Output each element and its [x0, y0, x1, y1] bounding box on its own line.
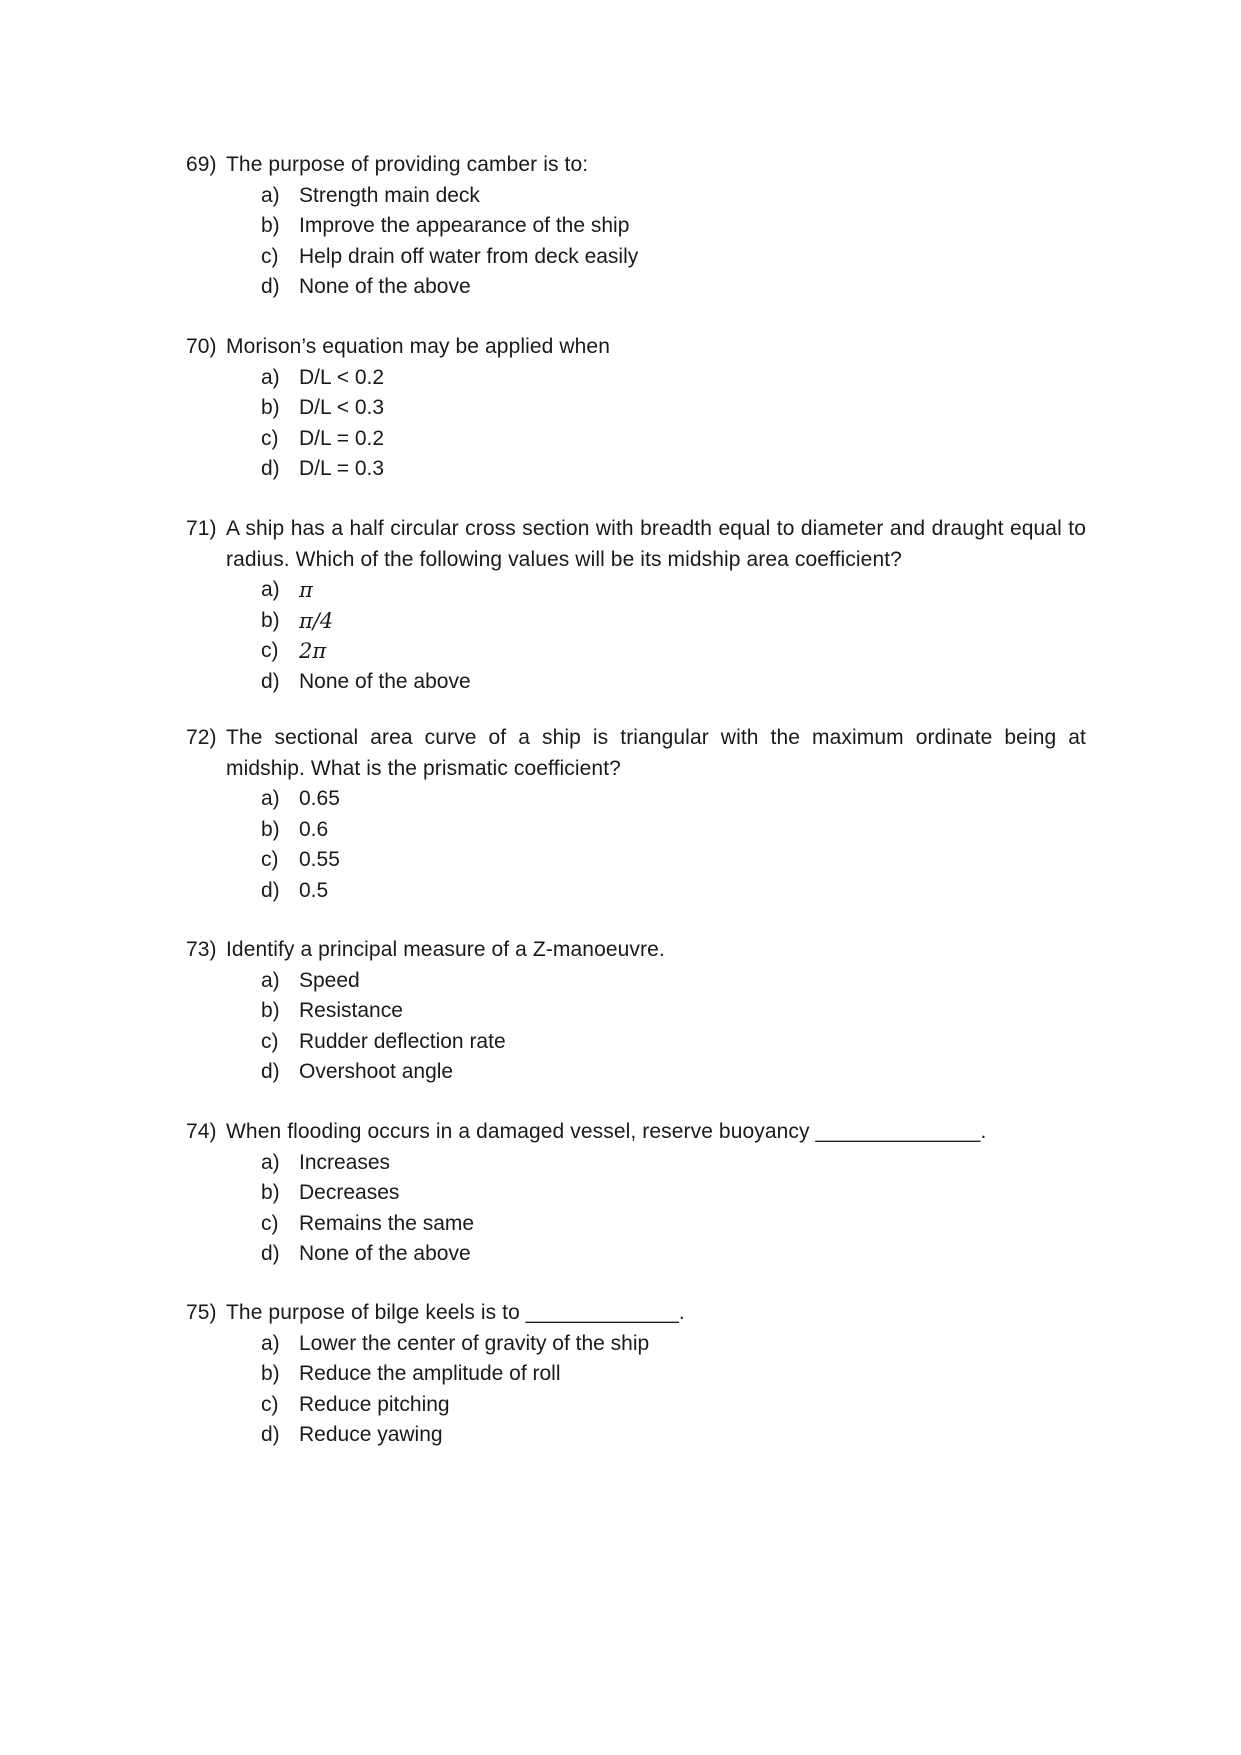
- option-letter: d): [261, 1060, 280, 1083]
- option-list: [186, 575, 1086, 697]
- question-text: The purpose of bilge keels is to _____________.: [226, 1301, 685, 1324]
- question-number: 75): [186, 1301, 217, 1324]
- option-text: Lower the center of gravity of the ship: [299, 1331, 650, 1355]
- option-a: [186, 181, 1086, 212]
- option-b: [186, 393, 1086, 424]
- option-text: 0.55: [299, 848, 340, 871]
- option-letter: a): [261, 578, 280, 601]
- option-text: Reduce yawing: [299, 1423, 443, 1446]
- option-letter: b): [261, 1362, 280, 1385]
- option-c: [186, 636, 1086, 667]
- option-letter: c): [261, 639, 279, 662]
- option-text: π/4: [299, 608, 334, 633]
- option-text: None of the above: [299, 669, 471, 693]
- option-letter: c): [261, 244, 279, 268]
- option-letter: a): [261, 1150, 280, 1174]
- question-stem: [186, 514, 1086, 575]
- option-b: [186, 1359, 1086, 1390]
- option-text: Rudder deflection rate: [299, 1029, 506, 1053]
- option-text: Decreases: [299, 1181, 400, 1204]
- option-d: [186, 1239, 1086, 1270]
- question-stem: [186, 150, 1086, 181]
- option-text: D/L < 0.3: [299, 396, 385, 419]
- option-letter: c): [261, 1392, 279, 1416]
- option-a: [186, 1329, 1086, 1360]
- option-d: [186, 1420, 1086, 1451]
- option-text: Speed: [299, 968, 360, 992]
- option-letter: a): [261, 968, 280, 992]
- option-text: Reduce pitching: [299, 1392, 450, 1416]
- question-stem: [186, 332, 1086, 363]
- option-d: [186, 876, 1086, 907]
- option-text: Strength main deck: [299, 183, 480, 207]
- option-list: [186, 181, 1086, 303]
- option-a: [186, 575, 1086, 606]
- option-c: [186, 1027, 1086, 1058]
- option-text: Increases: [299, 1150, 391, 1174]
- option-letter: c): [261, 1211, 279, 1235]
- option-list: [186, 784, 1086, 906]
- option-letter: a): [261, 1331, 280, 1355]
- option-text: 2π: [299, 639, 327, 663]
- option-text: 0.5: [299, 878, 329, 902]
- option-c: [186, 242, 1086, 273]
- option-text: None of the above: [299, 1242, 471, 1265]
- option-letter: b): [261, 999, 280, 1022]
- question-75: [186, 1298, 1086, 1451]
- option-letter: b): [261, 817, 280, 841]
- question-text: The sectional area curve of a ship is triangular with the maximum ordinate being at midship. What is the prismatic coefficient?: [226, 726, 1086, 780]
- option-text: Overshoot angle: [299, 1060, 454, 1083]
- option-a: [186, 363, 1086, 394]
- question-number: 69): [186, 153, 217, 176]
- option-letter: b): [261, 608, 280, 632]
- option-text: Help drain off water from deck easily: [299, 244, 639, 268]
- option-letter: c): [261, 426, 279, 450]
- option-a: [186, 1148, 1086, 1179]
- question-text: A ship has a half circular cross section with breadth equal to diameter and draught equal to radius. Which of the following values will be its midship area coefficient?: [226, 517, 1086, 571]
- question-stem: [186, 1298, 1086, 1329]
- question-number: 72): [186, 726, 217, 749]
- option-list: [186, 363, 1086, 485]
- option-text: D/L = 0.3: [299, 457, 385, 480]
- option-list: [186, 1329, 1086, 1451]
- option-d: [186, 667, 1086, 698]
- option-text: Improve the appearance of the ship: [299, 214, 630, 237]
- option-letter: b): [261, 396, 280, 419]
- question-text: Morison’s equation may be applied when: [226, 335, 610, 358]
- question-stem: [186, 1117, 1086, 1148]
- option-text: 0.65: [299, 787, 340, 810]
- option-b: [186, 996, 1086, 1027]
- question-number: 70): [186, 335, 217, 358]
- option-text: None of the above: [299, 275, 471, 298]
- option-letter: d): [261, 275, 280, 298]
- option-b: [186, 606, 1086, 637]
- option-c: [186, 424, 1086, 455]
- option-text: Reduce the amplitude of roll: [299, 1362, 561, 1385]
- question-69: [186, 150, 1086, 303]
- option-text: Resistance: [299, 999, 403, 1022]
- option-b: [186, 211, 1086, 242]
- option-letter: b): [261, 1181, 280, 1204]
- option-a: [186, 966, 1086, 997]
- question-70: [186, 332, 1086, 485]
- option-text: D/L < 0.2: [299, 365, 385, 389]
- option-b: [186, 815, 1086, 846]
- question-number: 74): [186, 1120, 217, 1143]
- question-text: Identify a principal measure of a Z-manoeuvre.: [226, 938, 665, 961]
- option-list: [186, 966, 1086, 1088]
- option-letter: d): [261, 1423, 280, 1446]
- question-text: When flooding occurs in a damaged vessel, reserve buoyancy ______________.: [226, 1120, 987, 1143]
- question-number: 71): [186, 517, 217, 540]
- option-letter: d): [261, 878, 280, 902]
- option-d: [186, 272, 1086, 303]
- question-stem: [186, 935, 1086, 966]
- option-letter: d): [261, 457, 280, 480]
- option-text: Remains the same: [299, 1211, 475, 1235]
- option-letter: a): [261, 183, 280, 207]
- question-74: [186, 1117, 1086, 1270]
- question-number: 73): [186, 938, 217, 961]
- option-letter: a): [261, 787, 280, 810]
- question-73: [186, 935, 1086, 1088]
- question-72: [186, 723, 1086, 906]
- option-d: [186, 454, 1086, 485]
- option-c: [186, 845, 1086, 876]
- option-c: [186, 1390, 1086, 1421]
- option-text: D/L = 0.2: [299, 426, 385, 450]
- question-text: The purpose of providing camber is to:: [226, 153, 589, 176]
- option-letter: a): [261, 365, 280, 389]
- option-d: [186, 1057, 1086, 1088]
- option-letter: c): [261, 1029, 279, 1053]
- question-71: [186, 514, 1086, 697]
- option-letter: d): [261, 1242, 280, 1265]
- option-letter: d): [261, 669, 280, 693]
- option-text: 0.6: [299, 817, 329, 841]
- option-text: π: [299, 578, 313, 602]
- option-letter: c): [261, 848, 279, 871]
- option-list: [186, 1148, 1086, 1270]
- option-c: [186, 1209, 1086, 1240]
- option-a: [186, 784, 1086, 815]
- option-letter: b): [261, 214, 280, 237]
- option-b: [186, 1178, 1086, 1209]
- question-stem: [186, 723, 1086, 784]
